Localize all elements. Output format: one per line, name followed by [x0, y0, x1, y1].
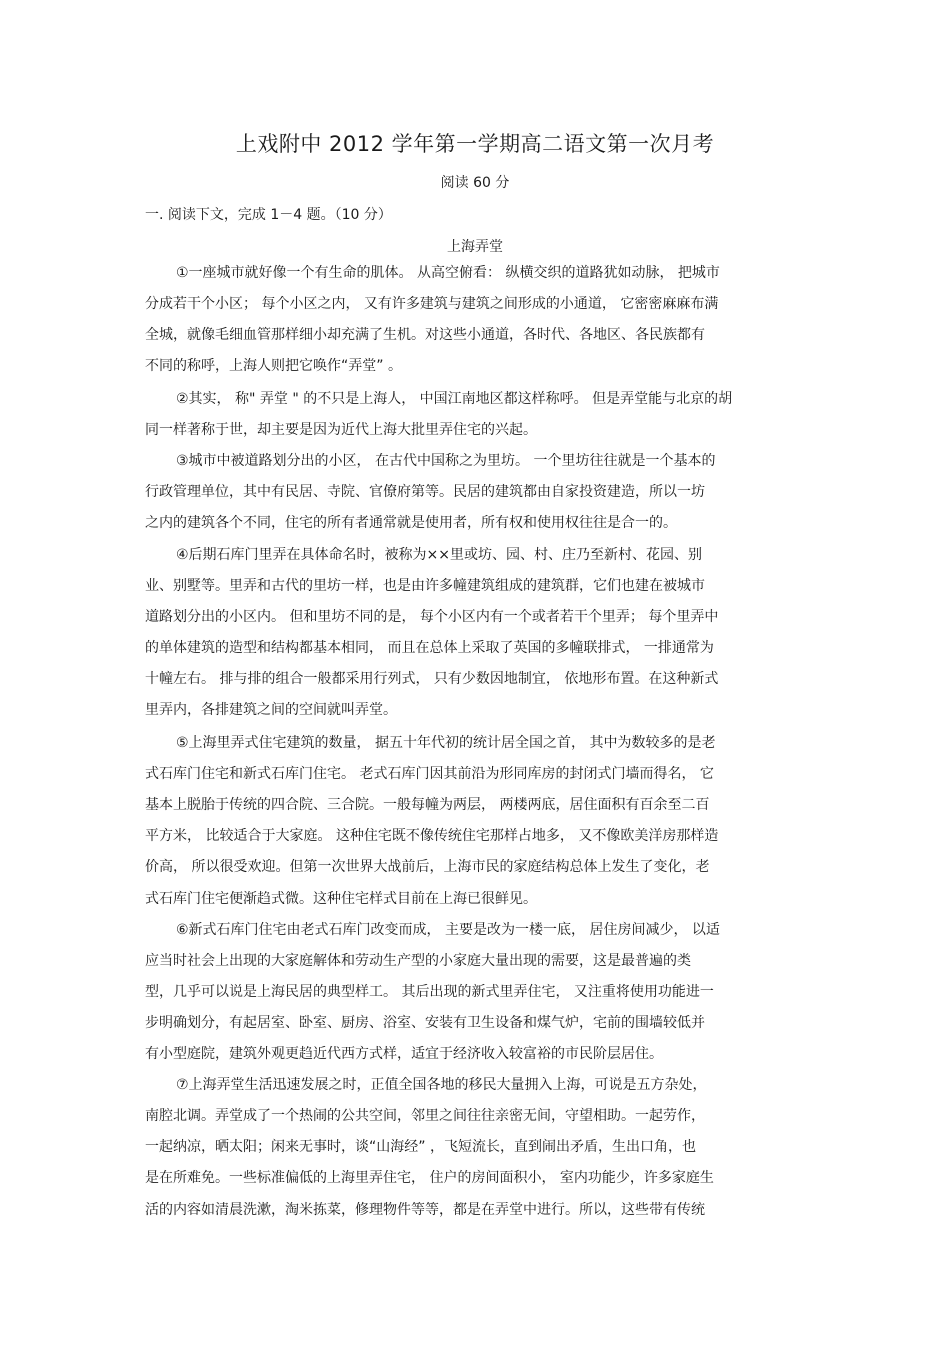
passage-line: 同一样著称于世，却主要是因为近代上海大批里弄住宅的兴起。	[145, 422, 537, 439]
passage-line: 一起纳凉，晒太阳；闲来无事时，谈“山海经” ，飞短流长，直到闹出矛盾，生出口角，也	[145, 1139, 696, 1156]
passage-line: ①一座城市就好像一个有生命的肌体。 从高空俯看： 纵横交织的道路犹如动脉， 把城市	[176, 265, 720, 281]
passage-line: 有小型庭院，建筑外观更趋近代西方式样，适宜于经济收入较富裕的市民阶层居住。	[145, 1046, 663, 1062]
passage-line: 活的内容如清晨洗漱，淘米拣菜，修理物件等等，都是在弄堂中进行。所以，这些带有传统	[145, 1201, 705, 1218]
passage-line: 十幢左右。 排与排的组合一般都采用行列式， 只有少数因地制宜， 依地形布置。在这种新式	[145, 670, 719, 687]
passage-line: 是在所难免。一些标准偏低的上海里弄住宅， 住户的房间面积小， 室内功能少，许多家庭生	[145, 1170, 714, 1187]
section-heading: 一. 阅读下文，完成 1－4 题。（10 分）	[145, 207, 392, 223]
passage-line: 步明确划分，有起居室、卧室、厨房、浴室、安装有卫生设备和煤气炉，宅前的围墙较低并	[145, 1014, 705, 1031]
passage-line: ⑤上海里弄式住宅建筑的数量， 据五十年代初的统计居全国之首， 其中为数较多的是老	[176, 735, 716, 751]
passage-line: ④后期石库门里弄在具体命名时，被称为××里或坊、园、村、庄乃至新村、花园、别	[176, 546, 703, 563]
passage-line: 之内的建筑各个不同，住宅的所有者通常就是使用者，所有权和使用权往往是合一的。	[145, 515, 677, 532]
passage-line: 基本上脱胎于传统的四合院、三合院。一般每幢为两层， 两楼两底，居住面积有百余至二百	[145, 797, 710, 814]
passage-line: 平方米， 比较适合于大家庭。 这种住宅既不像传统住宅那样占地多， 又不像欧美洋房那样造	[145, 828, 719, 845]
passage-line: 道路划分出的小区内。 但和里坊不同的是， 每个小区内有一个或者若干个里弄； 每个里弄中	[145, 608, 719, 625]
passage-line: 分成若干个小区； 每个小区之内， 又有许多建筑与建筑之间形成的小通道， 它密密麻麻布满	[145, 296, 719, 313]
passage-line: 式石库门住宅便渐趋式微。这种住宅样式目前在上海已很鲜见。	[145, 890, 537, 907]
passage-line: 里弄内，各排建筑之间的空间就叫弄堂。	[145, 702, 397, 718]
passage-line: 南腔北调。弄堂成了一个热闹的公共空间，邻里之间往往亲密无间，守望相助。一起劳作，	[145, 1108, 705, 1125]
passage-line: 全城，就像毛细血管那样细小却充满了生机。对这些小通道，各时代、各地区、各民族都有	[145, 327, 705, 344]
passage-line: 价高， 所以很受欢迎。但第一次世界大战前后，上海市民的家庭结构总体上发生了变化，老	[145, 859, 710, 876]
exam-subtitle: 阅读 60 分	[440, 175, 510, 191]
passage-line: ⑥新式石库门住宅由老式石库门改变而成， 主要是改为一楼一底， 居住房间减少， 以适	[176, 921, 720, 938]
exam-title: 上戏附中 2012 学年第一学期高二语文第一次月考	[235, 132, 715, 156]
passage-line: ②其实， 称" 弄堂 " 的不只是上海人， 中国江南地区都这样称呼。 但是弄堂能与北京的胡	[176, 391, 733, 407]
passage-line: 不同的称呼，上海人则把它唤作“弄堂” 。	[145, 358, 402, 375]
passage-line: 业、别墅等。里弄和古代的里坊一样，也是由许多幢建筑组成的建筑群，它们也建在被城市	[145, 577, 705, 594]
passage-title: 上海弄堂	[447, 239, 503, 255]
passage-line: ⑦上海弄堂生活迅速发展之时，正值全国各地的移民大量拥入上海，可说是五方杂处，	[176, 1077, 707, 1094]
passage-line: ③城市中被道路划分出的小区， 在古代中国称之为里坊。 一个里坊往往就是一个基本的	[176, 453, 716, 470]
passage-line: 式石库门住宅和新式石库门住宅。 老式石库门因其前沿为形同库房的封闭式门墙而得名， 它	[145, 766, 714, 783]
passage-line: 型，几乎可以说是上海民居的典型样工。 其后出现的新式里弄住宅， 又注重将使用功能进一	[145, 983, 714, 1000]
passage-line: 行政管理单位，其中有民居、寺院、官僚府第等。民居的建筑都由自家投资建造，所以一坊	[145, 484, 705, 501]
passage-line: 应当时社会上出现的大家庭解体和劳动生产型的小家庭大量出现的需要，这是最普遍的类	[145, 952, 691, 969]
passage-line: 的单体建筑的造型和结构都基本相同， 而且在总体上采取了英国的多幢联排式， 一排通常为	[145, 639, 714, 656]
